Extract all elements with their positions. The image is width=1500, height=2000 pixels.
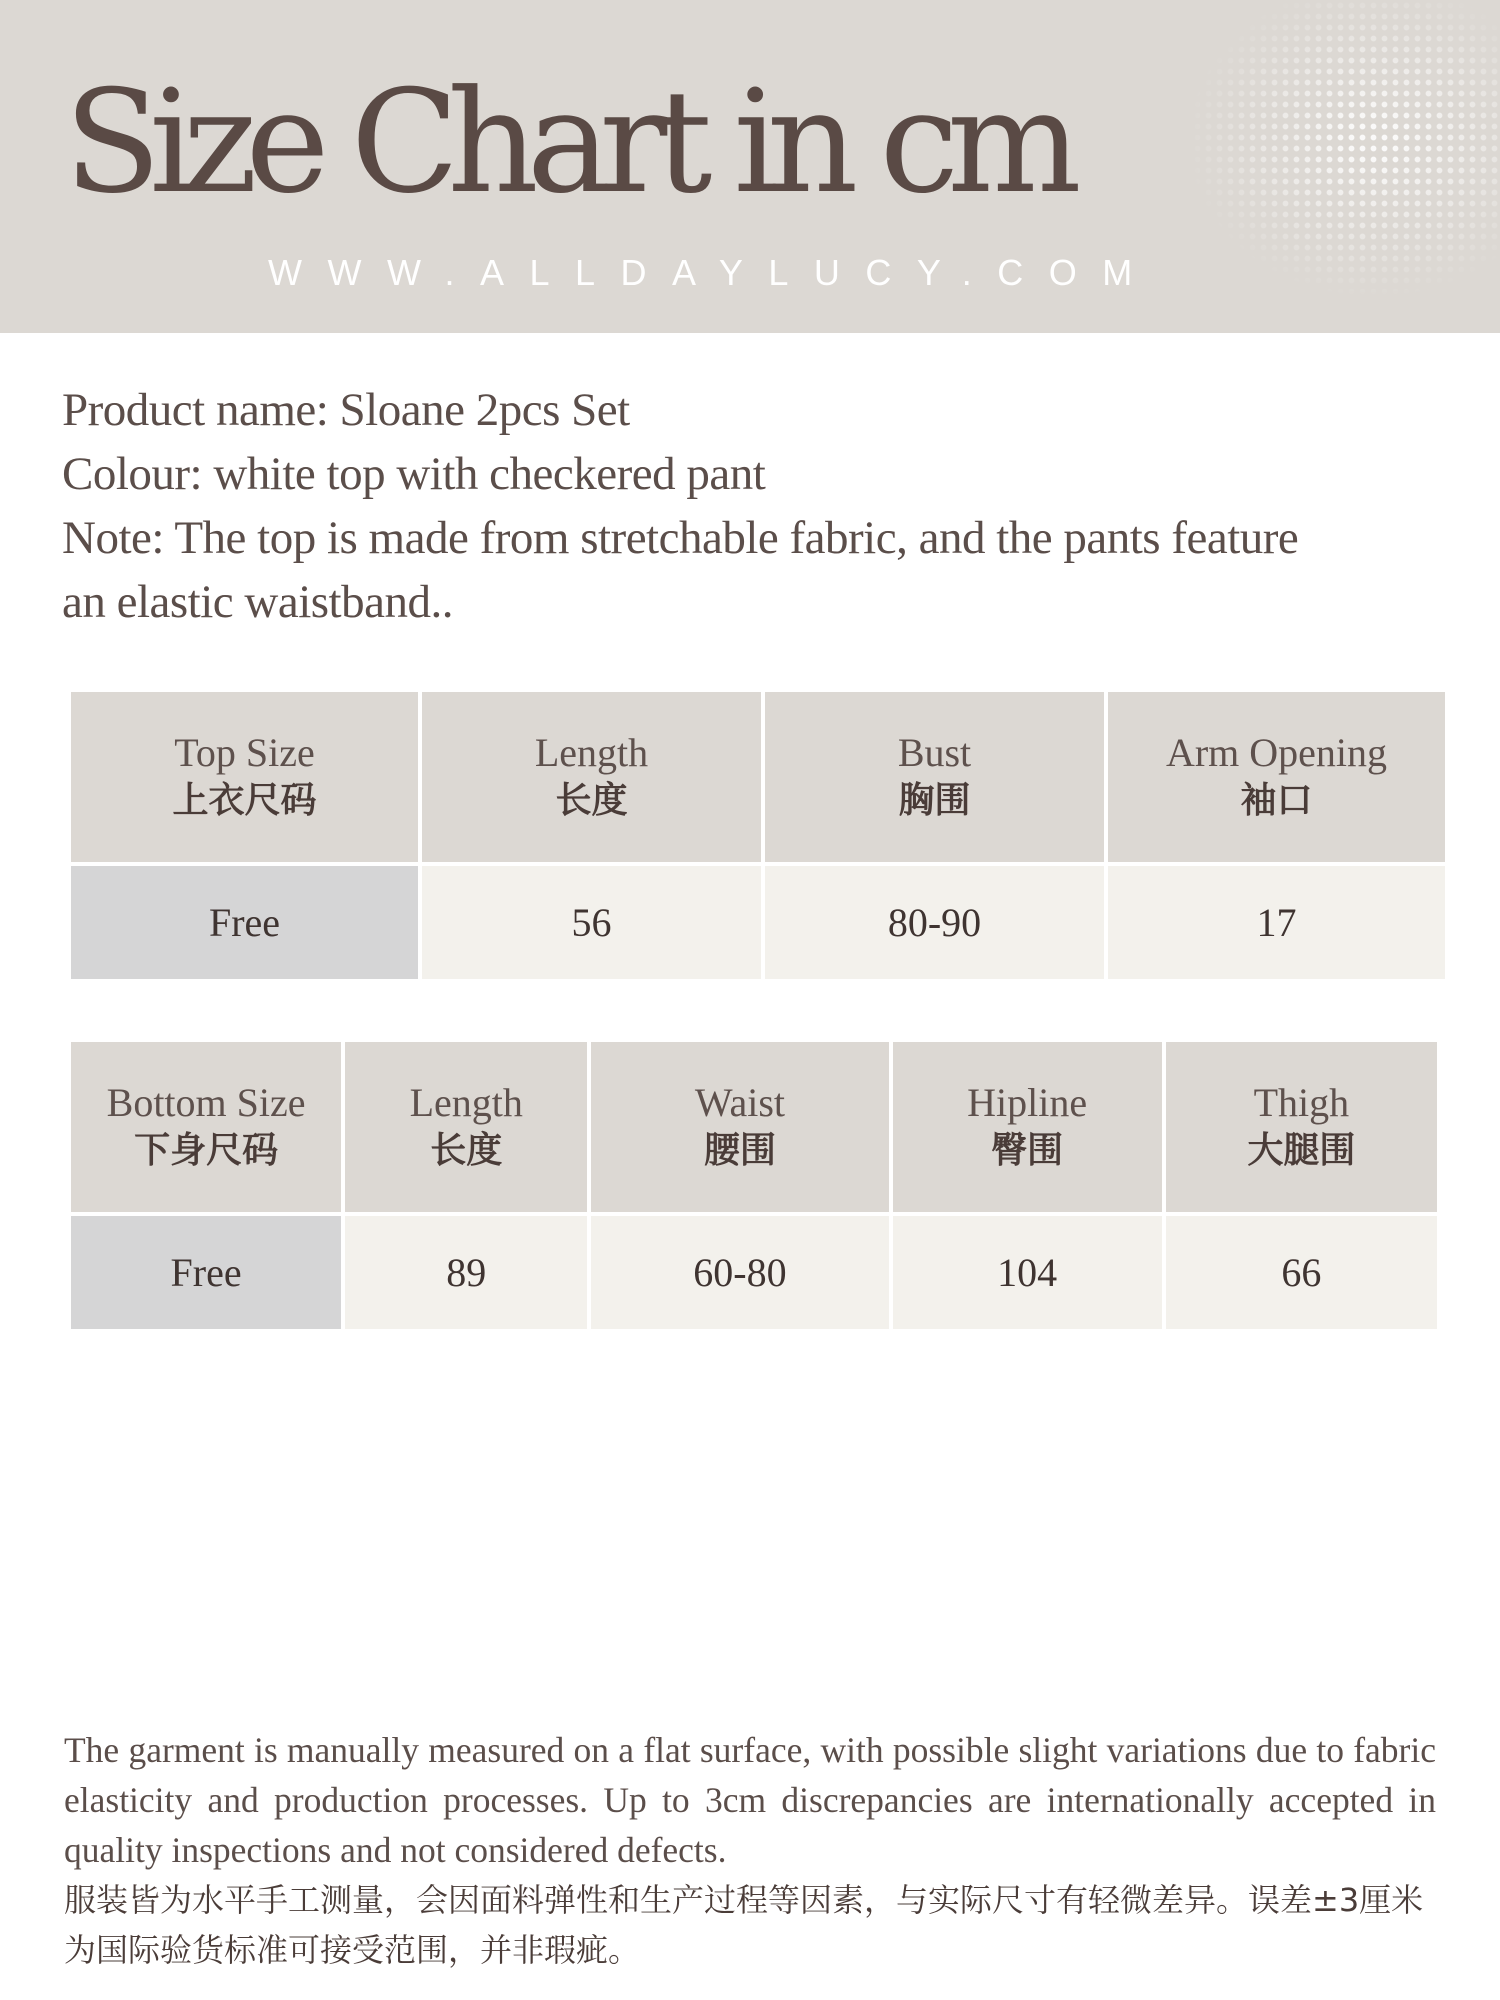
- table-row: [71, 866, 1445, 979]
- value-cell-arm-opening: 17: [1108, 866, 1445, 979]
- value-cell-hipline: 104: [893, 1216, 1162, 1329]
- website-url: WWW.ALLDAYLUCY.COM: [268, 252, 1158, 293]
- bottom-table-header-row: [71, 1042, 1437, 1212]
- header-zh: 袖口: [1240, 780, 1313, 821]
- top-table-header-row: [71, 692, 1445, 862]
- page-title: Size Chart in cm: [64, 60, 1070, 225]
- header-en: Waist: [694, 1080, 786, 1125]
- product-name: Product name: Sloane 2pcs Set: [62, 384, 630, 436]
- header-zh: 腰围: [703, 1130, 776, 1171]
- header-arm-opening: [1108, 692, 1445, 862]
- header-bottom-size: [71, 1042, 341, 1212]
- measurement-disclaimer-zh: 服装皆为水平手工测量，会因面料弹性和生产过程等因素，与实际尺寸有轻微差异。误差±3厘米为国际验货标准可接受范围，并非瑕疵。: [64, 1881, 1424, 1969]
- header-zh: 胸围: [898, 780, 971, 821]
- header-zh: 大腿围: [1247, 1130, 1356, 1171]
- size-label-cell: Free: [71, 866, 418, 979]
- product-note-line1: Note: The top is made from stretchable fabric, and the pants feature: [62, 512, 1299, 564]
- header-zh: 长度: [555, 780, 628, 821]
- header-top-size: [71, 692, 418, 862]
- halftone-decoration: [1170, 0, 1500, 333]
- header-en: Arm Opening: [1165, 730, 1388, 775]
- header-en: Top Size: [174, 730, 315, 775]
- table-row: [71, 1216, 1437, 1329]
- header-waist: [591, 1042, 888, 1212]
- header-length: [422, 692, 761, 862]
- value-cell-bust: 80-90: [765, 866, 1104, 979]
- header-thigh: [1166, 1042, 1437, 1212]
- product-note-line2: an elastic waistband..: [62, 576, 453, 628]
- product-info: [62, 378, 1482, 634]
- header-zh: 下身尺码: [134, 1130, 279, 1171]
- header-en: Length: [409, 1080, 523, 1125]
- top-size-table: [67, 688, 1449, 983]
- size-label-cell: Free: [71, 1216, 341, 1329]
- header-en: Bust: [897, 730, 972, 775]
- header-en: Hipline: [967, 1080, 1088, 1125]
- value-cell-waist: 60-80: [591, 1216, 888, 1329]
- product-colour: Colour: white top with checkered pant: [62, 448, 766, 500]
- header-banner: [0, 0, 1500, 333]
- header-en: Length: [534, 730, 649, 775]
- value-cell-length: 89: [345, 1216, 587, 1329]
- header-zh: 臀围: [991, 1130, 1064, 1171]
- header-hipline: [893, 1042, 1162, 1212]
- header-bust: [765, 692, 1104, 862]
- header-en: Thigh: [1253, 1080, 1350, 1125]
- bottom-size-table: [67, 1038, 1441, 1333]
- header-length: [345, 1042, 587, 1212]
- header-en: Bottom Size: [106, 1080, 306, 1125]
- value-cell-thigh: 66: [1166, 1216, 1437, 1329]
- header-zh: 长度: [430, 1130, 503, 1171]
- measurement-disclaimer-en: The garment is manually measured on a flat surface, with possible slight variations due to fabric elasticity and production processes. Up to 3cm discrepancies are internationally accepted in quality inspections and not considered defects.: [64, 1730, 1436, 1870]
- header-zh: 上衣尺码: [172, 780, 317, 821]
- value-cell-length: 56: [422, 866, 761, 979]
